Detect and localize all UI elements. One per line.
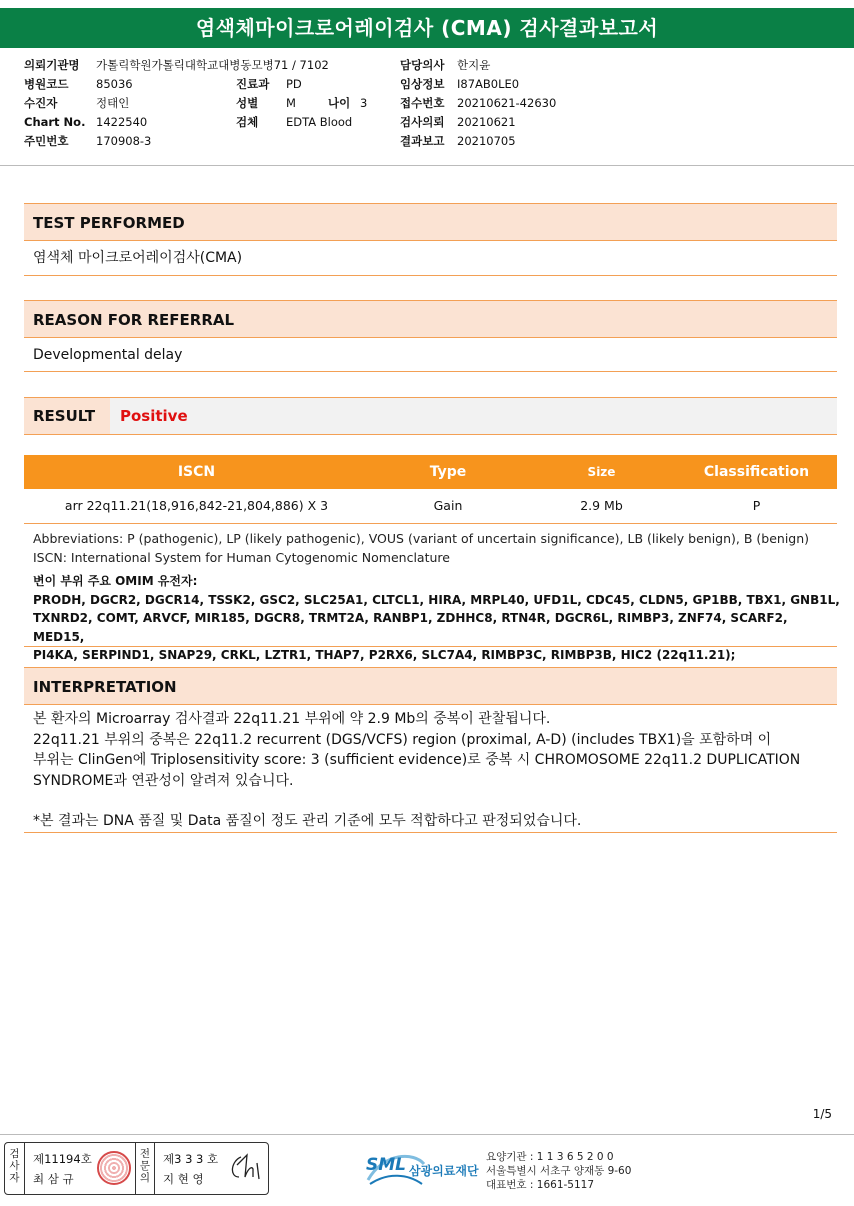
institution-value: 가톨릭학원가톨릭대학교대병동모병71 / 7102 <box>96 58 329 72</box>
age-value: 3 <box>360 96 368 110</box>
specialist-name: 지 현 영 <box>163 1172 204 1186</box>
specialist-number: 제3 3 3 호 <box>163 1152 219 1166</box>
genes-heading: 변이 부위 주요 OMIM 유전자: <box>33 574 198 588</box>
dept-value: PD <box>286 77 302 91</box>
col-size: Size <box>527 455 676 489</box>
tester-label: 검사자 <box>5 1143 25 1194</box>
chart-label: Chart No. <box>24 115 86 129</box>
cell-size: 2.9 Mb <box>527 489 676 523</box>
chart-value: 1422540 <box>96 115 148 129</box>
interpretation-body <box>33 709 833 832</box>
page-number: 1/5 <box>812 1107 832 1121</box>
result-row <box>24 397 837 435</box>
code-value: 85036 <box>96 77 133 91</box>
specimen-label: 검체 <box>236 115 259 129</box>
doctor-value: 한지윤 <box>457 58 491 72</box>
interpretation-line-3: 부위는 ClinGen에 Triplosensitivity score: 3 (sufficient evidence)로 중복 시 CHROMOSOME 22q11.2 DUPLICATION <box>33 752 801 768</box>
table-header-row <box>24 455 837 489</box>
code-label: 병원코드 <box>24 77 69 91</box>
cell-type: Gain <box>369 489 527 523</box>
cell-classification: P <box>676 489 837 523</box>
footer-divider <box>0 1134 854 1135</box>
receipt-label: 접수번호 <box>400 96 445 110</box>
test-performed-value: 염색체 마이크로어레이검사(CMA) <box>24 241 837 276</box>
clinical-value: I87AB0LE0 <box>457 77 520 91</box>
signature-box <box>4 1142 269 1195</box>
specimen-value: EDTA Blood <box>286 115 353 129</box>
referral-value: Developmental delay <box>24 338 837 372</box>
test-performed-heading: TEST PERFORMED <box>24 203 837 241</box>
receipt-value: 20210621-42630 <box>457 96 557 110</box>
abbreviations <box>33 529 809 567</box>
tester-name: 최 삼 규 <box>33 1172 74 1186</box>
col-iscn: ISCN <box>24 455 369 489</box>
request-label: 검사의뢰 <box>400 115 445 129</box>
id-label: 주민번호 <box>24 134 69 148</box>
specialist-label: 전문의 <box>135 1143 155 1194</box>
logo-sml-text: SML <box>366 1155 406 1175</box>
org-phone: 대표번호 : 1661-5117 <box>486 1179 595 1191</box>
result-label: RESULT <box>24 398 110 434</box>
age-label: 나이 <box>328 96 351 110</box>
sex-value: M <box>286 96 296 110</box>
interpretation-line-1: 본 환자의 Microarray 검사결과 22q11.21 부위에 약 2.9 Mb의 중복이 관찰됩니다. <box>33 711 551 727</box>
report-label: 결과보고 <box>400 134 445 148</box>
referral-heading: REASON FOR REFERRAL <box>24 300 837 338</box>
header-divider <box>0 165 854 166</box>
abbreviations-line: Abbreviations: P (pathogenic), LP (likely pathogenic), VOUS (variant of uncertain significance), LB (likely benign), B (benign) <box>33 531 810 546</box>
col-classification: Classification <box>676 455 837 489</box>
sex-label: 성별 <box>236 96 259 110</box>
doctor-label: 담당의사 <box>400 58 445 72</box>
report-value: 20210705 <box>457 134 516 148</box>
genes-line-3: PI4KA, SERPIND1, SNAP29, CRKL, LZTR1, THAP7, P2RX6, SLC7A4, RIMBP3C, RIMBP3B, HIC2 (22q11.21); <box>33 648 736 662</box>
table-row <box>24 489 837 523</box>
tester-number: 제11194호 <box>33 1152 92 1166</box>
request-value: 20210621 <box>457 115 516 129</box>
interpretation-line-4: SYNDROME과 연관성이 알려져 있습니다. <box>33 772 294 789</box>
dept-label: 진료과 <box>236 77 270 91</box>
interpretation-line-2: 22q11.21 부위의 중복은 22q11.2 recurrent (DGS/VCFS) region (proximal, A-D) (includes TBX1)을 포함하며 이 <box>33 731 772 748</box>
collector-value: 정태인 <box>96 96 130 110</box>
org-address: 서울특별시 서초구 양재동 9-60 <box>486 1165 632 1177</box>
cnv-table <box>24 455 837 524</box>
genes-line-1: PRODH, DGCR2, DGCR14, TSSK2, GSC2, SLC25A1, CLTCL1, HIRA, MRPL40, UFD1L, CDC45, CLDN5, GP1BB, TBX1, GNB1L, <box>33 592 840 607</box>
signature-image <box>227 1151 265 1185</box>
omim-genes <box>33 572 841 665</box>
org-name: 삼광의료재단 <box>409 1164 479 1178</box>
col-type: Type <box>369 455 527 489</box>
org-info <box>486 1150 631 1192</box>
iscn-definition: ISCN: International System for Human Cytogenomic Nomenclature <box>33 550 450 565</box>
quality-note: *본 결과는 DNA 품질 및 Data 품질이 정도 관리 기준에 모두 적합하다고 판정되었습니다. <box>33 813 582 829</box>
institution-label: 의뢰기관명 <box>24 58 80 72</box>
interpretation-heading: INTERPRETATION <box>24 667 837 705</box>
clinical-label: 임상정보 <box>400 77 445 91</box>
cell-iscn: arr 22q11.21(18,916,842-21,804,886) X 3 <box>24 489 369 523</box>
genes-divider <box>24 646 837 647</box>
interpretation-divider <box>24 832 837 833</box>
id-value: 170908-3 <box>96 134 152 148</box>
collector-label: 수진자 <box>24 96 58 110</box>
org-code: 요양기관 : 1 1 3 6 5 2 0 0 <box>486 1151 614 1163</box>
result-value: Positive <box>120 407 188 425</box>
seal-stamp <box>97 1151 131 1185</box>
genes-line-2: TXNRD2, COMT, ARVCF, MIR185, DGCR8, TRMT2A, RANBP1, ZDHHC8, RTN4R, DGCR6L, RIMBP3, ZNF74, SCARF2, MED15, <box>33 611 788 644</box>
report-title: 염색체마이크로어레이검사 (CMA) 검사결과보고서 <box>0 8 854 48</box>
